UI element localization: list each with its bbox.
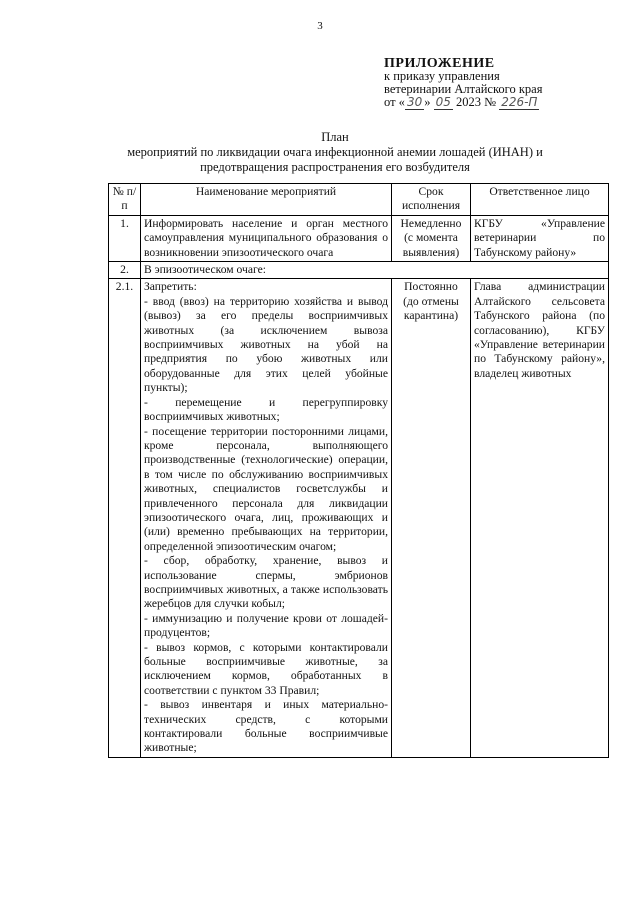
- date-month: 05: [435, 95, 451, 109]
- row-measures: [141, 279, 392, 757]
- header-name: Наименование мероприятий: [141, 184, 392, 216]
- measure-item: - перемещение и перегруппировку восприимчивых животных;: [144, 395, 388, 424]
- appendix-line-1: к приказу управления: [384, 69, 500, 83]
- row-term: Немедленно (с момента выявления): [392, 215, 471, 261]
- date-year: 2023 №: [456, 95, 497, 109]
- measure-item: - вывоз кормов, с которыми контактировали больные восприимчивые животные, за исключением кормов, обработанных в соответствии с пунктом 33 Правил;: [144, 640, 388, 697]
- document-title: [100, 130, 570, 175]
- appendix-line-2: ветеринарии Алтайского края: [384, 82, 543, 96]
- appendix-block: [384, 57, 624, 109]
- section-num: 2.: [109, 262, 141, 279]
- row-responsible: КГБУ «Управление ветеринарии по Табунскому району»: [471, 215, 609, 261]
- row-num: 2.1.: [109, 279, 141, 757]
- row-num: 1.: [109, 215, 141, 261]
- row-responsible: Глава администрации Алтайского сельсовета Табунского района (по согласованию), КГБУ «Управление ветеринарии по Табунскому району», владелец животных: [471, 279, 609, 757]
- title-line-3: предотвращения распространения его возбудителя: [200, 160, 470, 174]
- header-term: Срок исполнения: [392, 184, 471, 216]
- table-section-row: [109, 262, 609, 279]
- date-mid: »: [424, 95, 431, 109]
- page-number: 3: [317, 20, 323, 32]
- order-number: 226-П: [501, 95, 538, 109]
- date-prefix: от «: [384, 95, 405, 109]
- measure-item: Запретить:: [144, 280, 197, 294]
- header-num: № п/п: [109, 184, 141, 216]
- table-row: [109, 215, 609, 261]
- table-header-row: [109, 184, 609, 216]
- appendix-title: ПРИЛОЖЕНИЕ: [384, 56, 495, 71]
- row-name: Информировать население и орган местного самоуправления муниципального образования о возникновении эпизоотического очага: [141, 215, 392, 261]
- measure-item: - вывоз инвентаря и иных материально-технических средств, с которыми контактировали больные восприимчивые животные;: [144, 698, 388, 755]
- measure-item: - иммунизацию и получение крови от лошадей-продуцентов;: [144, 611, 388, 640]
- measure-item: - посещение территории посторонними лицами, кроме персонала, выполняющего производственные (технологические) операции, в том числе по обслуживанию восприимчивых животных, специалистов госветслужбы и привлеченного персонала для ликвидации эпизоотического очага, лиц, проживающих и (или) временно пребывающих на территории, определенной эпизоотическим очагом;: [144, 424, 388, 553]
- measure-item: - сбор, обработку, хранение, вывоз и использование спермы, эмбрионов восприимчивых животных, а также использовать жеребцов для случки кобыл;: [144, 554, 388, 611]
- title-line-1: План: [321, 130, 349, 144]
- plan-table: [108, 183, 609, 758]
- table-row: [109, 279, 609, 757]
- date-day: 30: [406, 95, 423, 109]
- header-responsible: Ответственное лицо: [471, 184, 609, 216]
- row-term: Постоянно (до отмены карантина): [392, 279, 471, 757]
- measure-item: - ввод (ввоз) на территорию хозяйства и вывод (вывоз) за его пределы восприимчивых животных (за исключением вывоза восприимчивых животных на убой на предприятия по убою животных или оборудованные для этих целей убойные пункты);: [144, 294, 388, 395]
- section-label: В эпизоотическом очаге:: [141, 262, 609, 279]
- appendix-date-line: [384, 96, 624, 109]
- title-line-2: мероприятий по ликвидации очага инфекционной анемии лошадей (ИНАН) и: [127, 145, 543, 159]
